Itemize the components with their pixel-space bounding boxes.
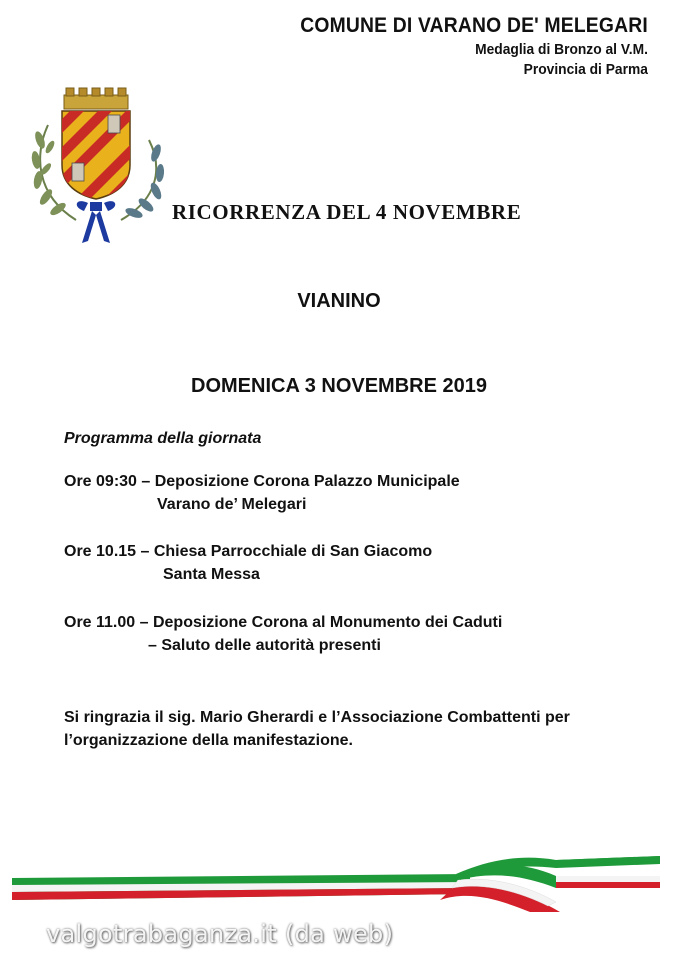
program-item-line2: Santa Messa	[163, 566, 260, 583]
thanks-text: Si ringrazia il sig. Mario Gherardi e l’Associazione Combattenti per l’organizzazione della manifestazione.	[64, 709, 570, 749]
province-text: Provincia di Parma	[523, 61, 648, 78]
event-title: RICORRENZA DEL 4 NOVEMBRE	[172, 200, 522, 224]
program-item-line1: Ore 10.15 – Chiesa Parrocchiale di San Giacomo	[64, 543, 433, 560]
program-item-line1: Ore 09:30 – Deposizione Corona Palazzo Municipale	[64, 473, 460, 490]
watermark: valgotrabaganza.it (da web)	[46, 920, 394, 948]
program-item-line2: Varano de’ Melegari	[157, 496, 307, 513]
program-heading: Programma della giornata	[64, 430, 262, 447]
event-location: VIANINO	[297, 290, 381, 312]
program-item	[64, 540, 432, 586]
program-item-line2: – Saluto delle autorità presenti	[148, 637, 381, 654]
medal-text: Medaglia di Bronzo al V.M.	[475, 41, 648, 58]
program-item	[64, 470, 460, 516]
event-date: DOMENICA 3 NOVEMBRE 2019	[191, 375, 487, 397]
comune-name: COMUNE DI VARANO DE' MELEGARI	[300, 14, 648, 37]
municipal-coat-of-arms-icon	[26, 85, 171, 250]
tricolor-ribbon-icon	[0, 830, 678, 920]
program-item-line1: Ore 11.00 – Deposizione Corona al Monumento dei Caduti	[64, 614, 503, 631]
header	[270, 14, 648, 78]
program-item	[64, 611, 502, 657]
